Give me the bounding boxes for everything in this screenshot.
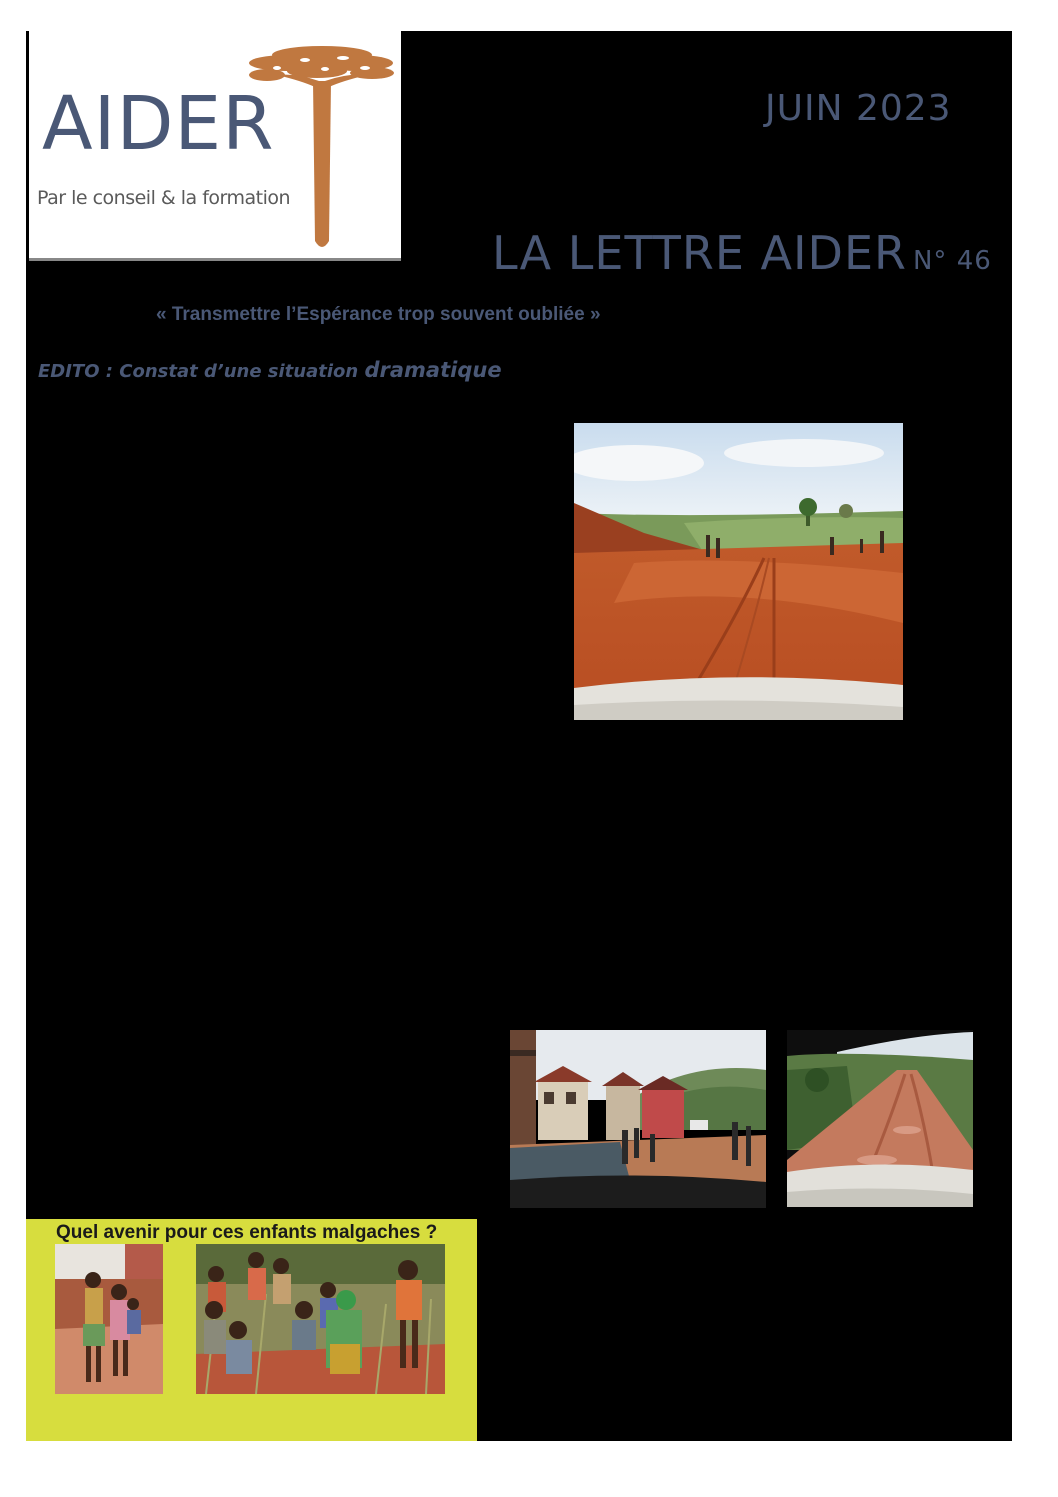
edito-heading: [38, 358, 502, 382]
newsletter-title: [492, 228, 992, 279]
photo-muddy-road: [787, 1030, 973, 1207]
newsletter-title-text: LA LETTRE AIDER: [492, 226, 907, 280]
issue-number: N° 46: [912, 246, 992, 276]
logo: [29, 31, 401, 261]
photo-group-of-children: [196, 1244, 445, 1394]
kids-section-title: Quel avenir pour ces enfants malgaches ?: [56, 1222, 438, 1243]
photo-town-street: [510, 1030, 766, 1208]
edito-emphasis: dramatique: [364, 358, 502, 382]
photo-road-construction: [574, 423, 903, 720]
baobab-tree-icon: [247, 41, 397, 253]
issue-date: JUIN 2023: [765, 88, 952, 129]
edito-prefix: EDITO : Constat d’une situation: [38, 361, 359, 382]
kids-section: [26, 1219, 477, 1441]
logo-wordmark: AIDER: [42, 81, 275, 167]
logo-tagline: Par le conseil & la formation: [37, 187, 291, 209]
photo-two-children: [55, 1244, 163, 1394]
motto: « Transmettre l’Espérance trop souvent oubliée »: [156, 304, 601, 325]
